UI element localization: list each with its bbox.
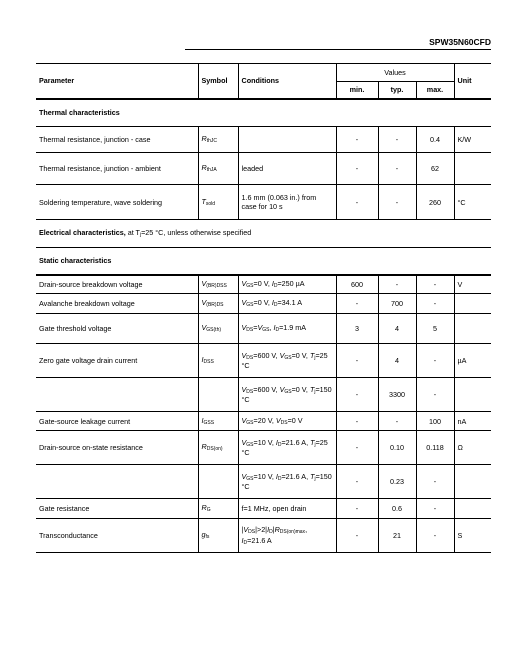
static-typ-cell: - bbox=[378, 412, 416, 431]
thermal-cond-cell: 1.6 mm (0.063 in.) from case for 10 s bbox=[238, 185, 336, 220]
static-param-cell: Gate-source leakage current bbox=[36, 412, 198, 431]
section-electrical: Electrical characteristics, at $T_j=25$ °C, unless otherwise specified bbox=[36, 220, 491, 248]
static-min-cell: - bbox=[336, 294, 378, 314]
thermal-typ-cell: - bbox=[378, 185, 416, 220]
static-min-cell: - bbox=[336, 378, 378, 412]
static-min-cell: 3 bbox=[336, 314, 378, 344]
static-max-cell: - bbox=[416, 499, 454, 519]
static-sym-cell bbox=[198, 465, 238, 499]
section-static: Static characteristics bbox=[36, 248, 491, 275]
thermal-typ-cell: - bbox=[378, 127, 416, 153]
static-typ-cell: 3300 bbox=[378, 378, 416, 412]
static-row bbox=[36, 294, 491, 314]
static-typ-cell: 4 bbox=[378, 344, 416, 378]
thermal-param-cell: Soldering temperature, wave soldering bbox=[36, 185, 198, 220]
thermal-unit-cell: K/W bbox=[454, 127, 491, 153]
static-unit-cell bbox=[454, 465, 491, 499]
static-typ-cell: 0.10 bbox=[378, 431, 416, 465]
static-sym-cell: $R_{DS(on)}$ bbox=[198, 431, 238, 465]
static-param-cell: Avalanche breakdown voltage bbox=[36, 294, 198, 314]
static-row bbox=[36, 275, 491, 294]
part-number: SPW35N60CFD bbox=[429, 37, 491, 47]
section-thermal: Thermal characteristics bbox=[36, 99, 491, 127]
static-param-cell bbox=[36, 465, 198, 499]
col-typ: typ. bbox=[378, 82, 416, 99]
static-unit-cell bbox=[454, 499, 491, 519]
header-row bbox=[36, 64, 491, 82]
static-sym-cell: $g_{fs}$ bbox=[198, 519, 238, 553]
static-min-cell: - bbox=[336, 431, 378, 465]
static-cond-cell: $V_{GS}=0$ V, $I_D=34.1$ A bbox=[238, 294, 336, 314]
static-row bbox=[36, 344, 491, 378]
col-values: Values bbox=[336, 64, 454, 82]
thermal-min-cell: - bbox=[336, 153, 378, 185]
static-min-cell: 600 bbox=[336, 275, 378, 294]
static-sym-cell: $V_{GS(th)}$ bbox=[198, 314, 238, 344]
static-sym-cell bbox=[198, 378, 238, 412]
static-param-cell: Drain-source on-state resistance bbox=[36, 431, 198, 465]
thermal-unit-cell: °C bbox=[454, 185, 491, 220]
static-min-cell: - bbox=[336, 412, 378, 431]
static-cond-cell: $V_{GS}=20$ V, $V_{DS}=0$ V bbox=[238, 412, 336, 431]
static-sym-cell: $V_{(BR)DS}$ bbox=[198, 294, 238, 314]
static-cond-cell: $|V_{DS}|>2|I_D|R_{DS(on)max}$, $I_D=21.6$ A bbox=[238, 519, 336, 553]
static-unit-cell: nA bbox=[454, 412, 491, 431]
col-conditions: Conditions bbox=[238, 64, 336, 99]
thermal-sym-cell: $T_{sold}$ bbox=[198, 185, 238, 220]
static-param-cell: Transconductance bbox=[36, 519, 198, 553]
static-max-cell: 0.118 bbox=[416, 431, 454, 465]
col-parameter: Parameter bbox=[36, 64, 198, 99]
static-max-cell: - bbox=[416, 275, 454, 294]
static-typ-cell: 0.23 bbox=[378, 465, 416, 499]
static-unit-cell bbox=[454, 314, 491, 344]
static-unit-cell bbox=[454, 378, 491, 412]
static-typ-cell: 0.6 bbox=[378, 499, 416, 519]
spec-table bbox=[36, 63, 491, 553]
static-row bbox=[36, 431, 491, 465]
thermal-sym-cell: $R_{thJA}$ bbox=[198, 153, 238, 185]
static-typ-cell: 21 bbox=[378, 519, 416, 553]
static-row bbox=[36, 378, 491, 412]
static-min-cell: - bbox=[336, 519, 378, 553]
thermal-row bbox=[36, 185, 491, 220]
thermal-row bbox=[36, 153, 491, 185]
header-rule bbox=[185, 49, 491, 50]
thermal-row bbox=[36, 127, 491, 153]
thermal-max-cell: 0.4 bbox=[416, 127, 454, 153]
static-typ-cell: 4 bbox=[378, 314, 416, 344]
static-param-cell: Gate threshold voltage bbox=[36, 314, 198, 344]
static-max-cell: - bbox=[416, 519, 454, 553]
static-max-cell: - bbox=[416, 465, 454, 499]
static-row bbox=[36, 499, 491, 519]
static-cond-cell: $V_{DS}=600$ V, $V_{GS}=0$ V, $T_j=25$ °C bbox=[238, 344, 336, 378]
static-param-cell: Drain-source breakdown voltage bbox=[36, 275, 198, 294]
col-unit: Unit bbox=[454, 64, 491, 99]
thermal-sym-cell: $R_{thJC}$ bbox=[198, 127, 238, 153]
static-cond-cell: $V_{GS}=10$ V, $I_D=21.6$ A, $T_j=25$ °C bbox=[238, 431, 336, 465]
static-param-cell: Gate resistance bbox=[36, 499, 198, 519]
thermal-max-cell: 62 bbox=[416, 153, 454, 185]
static-max-cell: - bbox=[416, 294, 454, 314]
static-max-cell: 100 bbox=[416, 412, 454, 431]
static-row bbox=[36, 314, 491, 344]
thermal-cond-cell bbox=[238, 127, 336, 153]
static-max-cell: - bbox=[416, 344, 454, 378]
thermal-typ-cell: - bbox=[378, 153, 416, 185]
static-typ-cell: - bbox=[378, 275, 416, 294]
static-min-cell: - bbox=[336, 344, 378, 378]
static-max-cell: 5 bbox=[416, 314, 454, 344]
thermal-param-cell: Thermal resistance, junction - case bbox=[36, 127, 198, 153]
static-unit-cell: S bbox=[454, 519, 491, 553]
static-param-cell: Zero gate voltage drain current bbox=[36, 344, 198, 378]
static-sym-cell: $R_G$ bbox=[198, 499, 238, 519]
static-cond-cell: f=1 MHz, open drain bbox=[238, 499, 336, 519]
col-max: max. bbox=[416, 82, 454, 99]
col-symbol: Symbol bbox=[198, 64, 238, 99]
static-unit-cell: µA bbox=[454, 344, 491, 378]
static-sym-cell: $I_{DSS}$ bbox=[198, 344, 238, 378]
thermal-min-cell: - bbox=[336, 185, 378, 220]
static-max-cell: - bbox=[416, 378, 454, 412]
static-row bbox=[36, 465, 491, 499]
thermal-min-cell: - bbox=[336, 127, 378, 153]
static-typ-cell: 700 bbox=[378, 294, 416, 314]
static-unit-cell: Ω bbox=[454, 431, 491, 465]
static-cond-cell: $V_{GS}=0$ V, $I_D=250$ µA bbox=[238, 275, 336, 294]
static-row bbox=[36, 412, 491, 431]
static-cond-cell: $V_{GS}=10$ V, $I_D=21.6$ A, $T_j=150$ °C bbox=[238, 465, 336, 499]
static-cond-cell: $V_{DS}=600$ V, $V_{GS}=0$ V, $T_j=150$ °C bbox=[238, 378, 336, 412]
static-sym-cell: $V_{(BR)DSS}$ bbox=[198, 275, 238, 294]
thermal-cond-cell: leaded bbox=[238, 153, 336, 185]
static-param-cell bbox=[36, 378, 198, 412]
thermal-param-cell: Thermal resistance, junction - ambient bbox=[36, 153, 198, 185]
static-unit-cell: V bbox=[454, 275, 491, 294]
static-row bbox=[36, 519, 491, 553]
thermal-max-cell: 260 bbox=[416, 185, 454, 220]
static-sym-cell: $I_{GSS}$ bbox=[198, 412, 238, 431]
static-unit-cell bbox=[454, 294, 491, 314]
col-min: min. bbox=[336, 82, 378, 99]
static-min-cell: - bbox=[336, 465, 378, 499]
static-min-cell: - bbox=[336, 499, 378, 519]
static-cond-cell: $V_{DS}=V_{GS}$, $I_D=1.9$ mA bbox=[238, 314, 336, 344]
thermal-unit-cell bbox=[454, 153, 491, 185]
